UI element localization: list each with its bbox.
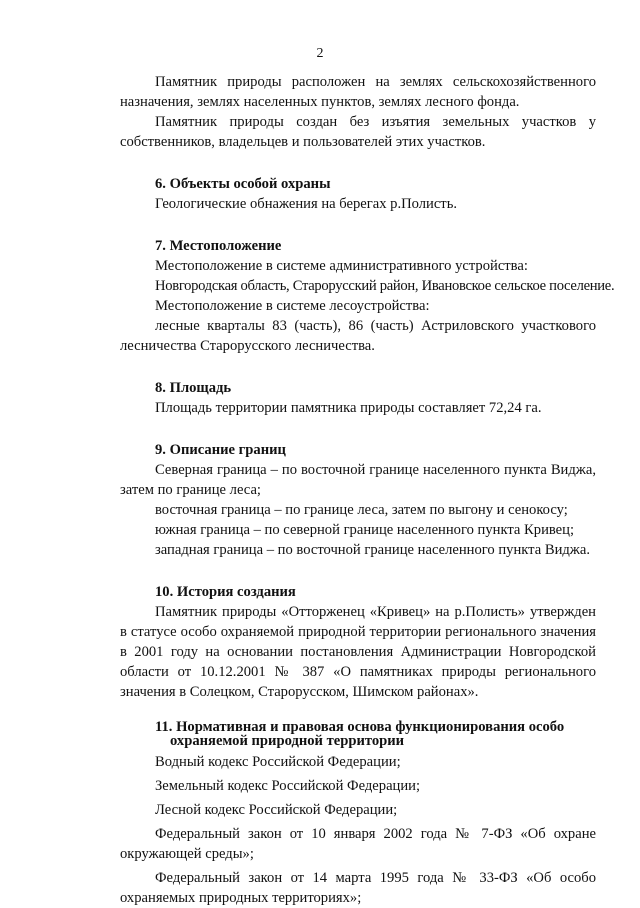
legal-item-land-code: Земельный кодекс Российской Федерации; [155, 778, 421, 794]
legal-item-forest-code: Лесной кодекс Российской Федерации; [155, 802, 398, 818]
section-8-heading: 8. Площадь [155, 380, 232, 396]
document-body [120, 72, 615, 908]
section-10-heading: 10. История создания [155, 584, 296, 600]
section-7-heading: 7. Местоположение [155, 238, 282, 254]
location-forest-label: Местоположение в системе лесоустройства: [155, 298, 430, 314]
page-number: 2 [316, 46, 324, 61]
section-11-heading-line-1: 11. Нормативная и правовая основа функционирования особо [155, 719, 565, 735]
section-11-heading [120, 720, 596, 748]
border-west: западная граница – по восточной границе населенного пункта Виджа. [155, 542, 591, 558]
border-north: Северная граница – по восточной границе населенного пункта Виджа, затем по границе леса; [120, 462, 596, 498]
location-forest-value: лесные кварталы 83 (часть), 86 (часть) Астриловского участкового лесничества Старорусского лесничества. [120, 318, 596, 354]
border-south: южная граница – по северной границе населенного пункта Кривец; [155, 522, 575, 538]
intro-paragraph-2: Памятник природы создан без изъятия земельных участков у собственников, владельцев и пользователей этих участков. [120, 114, 596, 150]
location-admin-label: Местоположение в системе административного устройства: [155, 258, 528, 274]
border-east: восточная граница – по границе леса, затем по выгону и сенокосу; [155, 502, 568, 518]
section-6-heading: 6. Объекты особой охраны [155, 176, 331, 192]
intro-paragraph-1: Памятник природы расположен на землях сельскохозяйственного назначения, землях населенных пунктов, землях лесного фонда. [120, 74, 596, 110]
legal-item-environment-law: Федеральный закон от 10 января 2002 года № 7-ФЗ «Об охране окружающей среды»; [120, 826, 596, 862]
location-admin-value: Новгородская область, Старорусский район, Ивановское сельское поселение. [155, 278, 615, 294]
legal-item-water-code: Водный кодекс Российской Федерации; [155, 754, 401, 770]
legal-item-protected-areas-law: Федеральный закон от 14 марта 1995 года № 33-ФЗ «Об особо охраняемых природных территориях»; [120, 870, 596, 906]
section-8-text: Площадь территории памятника природы составляет 72,24 га. [155, 400, 542, 416]
section-9-heading: 9. Описание границ [155, 442, 286, 458]
section-11-heading-line-2: охраняемой природной территории [170, 733, 405, 749]
section-6-text: Геологические обнажения на берегах р.Полисть. [155, 196, 457, 212]
section-10-text: Памятник природы «Отторженец «Кривец» на р.Полисть» утвержден в статусе особо охраняемой природной территории регионального значения в 2001 году на основании постановления Администрации Новгородской области от 10.12.2001 № 387 «О памятниках природы регионального значения в Солецком, Старорусском, Шимском районах». [120, 604, 596, 700]
